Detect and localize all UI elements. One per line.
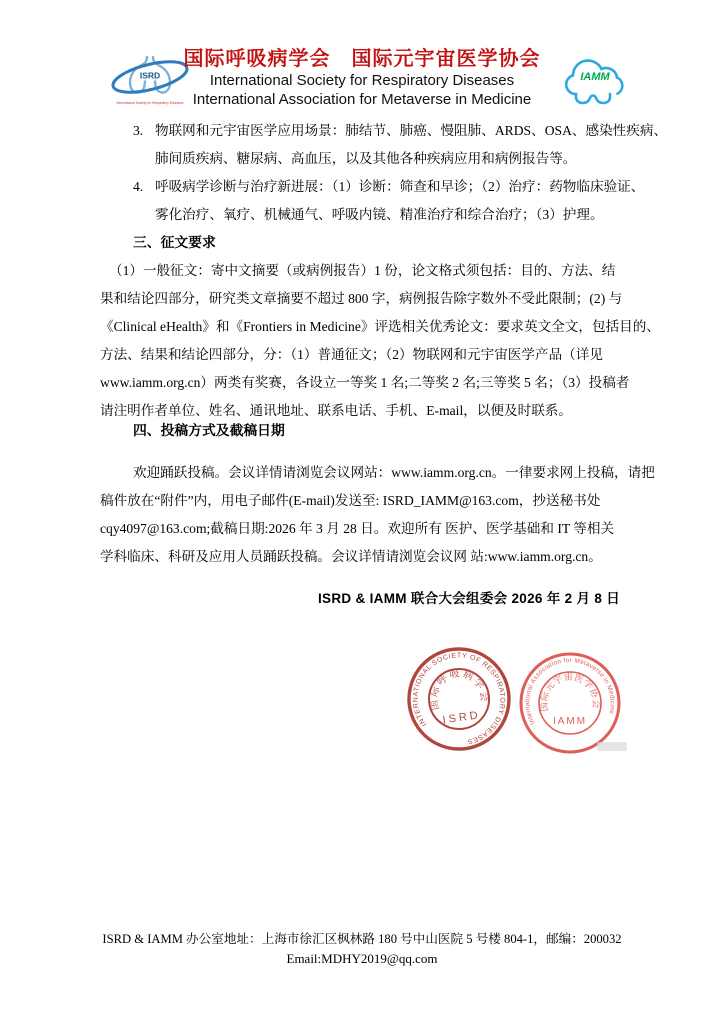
title-chinese: 国际呼吸病学会 国际元宇宙医学协会 bbox=[183, 48, 541, 70]
list-item-3-cont bbox=[100, 145, 624, 173]
paragraph-line: 果和结论四部分，研究类文章摘要不超过 800 字，病例报告除字数外不受此限制；(2) 与 bbox=[100, 291, 623, 306]
footer-address: ISRD & IAMM 办公室地址：上海市徐汇区枫林路 180 号中山医院 5 号楼 804-1，邮编：200032 bbox=[102, 932, 622, 946]
stamp-outer-text: INTERNATIONAL SOCIETY OF RESPIRATORY DISEASES bbox=[412, 652, 506, 745]
footer-email: Email:MDHY2019@qq.com bbox=[286, 951, 438, 966]
document-header bbox=[150, 46, 574, 109]
list-number: 4. bbox=[133, 179, 144, 194]
section-heading-4: 四、投稿方式及截稿日期 bbox=[133, 423, 285, 438]
list-item-4 bbox=[100, 173, 645, 201]
paragraph-line: 方法、结果和结论四部分，分：（1）普通征文；（2）物联网和元宇宙医学产品（详见 bbox=[100, 347, 603, 362]
image-watermark bbox=[597, 742, 627, 751]
list-number-spacer bbox=[133, 145, 155, 173]
vr-goggles-icon bbox=[576, 94, 610, 103]
list-item-4-cont bbox=[100, 201, 624, 229]
stamp-chinese-arc-text: 国际呼吸病学会 bbox=[428, 668, 490, 712]
iamm-stamp-icon bbox=[517, 650, 623, 756]
paragraph-line: 《Clinical eHealth》和《Frontiers in Medicine》评选相关优秀论文：要求英文全文，包括目的、 bbox=[100, 319, 660, 334]
document-footer bbox=[0, 929, 724, 969]
subtitle-english-2: International Association for Metaverse in Medicine bbox=[192, 90, 532, 108]
list-item-text: 呼吸病学诊断与治疗新进展：（1）诊断：筛查和早诊；（2）治疗：药物临床验证、 bbox=[155, 179, 645, 194]
list-number-spacer bbox=[133, 201, 155, 229]
list-item-text: 雾化治疗、氧疗、机械通气、呼吸内镜、精准治疗和综合治疗；（3）护理。 bbox=[155, 207, 604, 222]
paragraph-line: （1）一般征文：寄中文摘要（或病例报告）1 份，论文格式须包括：目的、方法、结 bbox=[109, 263, 616, 278]
paragraph-line: 请注明作者单位、姓名、通讯地址、联系电话、手机、E-mail，以便及时联系。 bbox=[100, 403, 572, 418]
stamp-center-text: ISRD bbox=[441, 709, 482, 727]
paragraph-line: 稿件放在“附件”内，用电子邮件(E-mail)发送至: ISRD_IAMM@163.com，抄送秘书处 bbox=[100, 493, 601, 508]
paragraph-line: cqy4097@163.com;截稿日期:2026 年 3 月 28 日。欢迎所有 医护、医学基础和 IT 等相关 bbox=[100, 521, 615, 536]
isrd-logo-text: ISRD bbox=[139, 70, 161, 81]
iamm-logo-icon bbox=[556, 54, 630, 114]
stamp-outer-ring bbox=[521, 654, 619, 752]
paragraph-line: www.iamm.org.cn）两类有奖赛，各设立一等奖 1 名;二等奖 2 名;三等奖 5 名；（3）投稿者 bbox=[100, 375, 630, 390]
paragraph-line: 学科临床、科研及应用人员踊跃投稿。会议详情请浏览会议网 站:www.iamm.org.cn。 bbox=[100, 549, 602, 564]
iamm-logo bbox=[556, 54, 630, 114]
isrd-logo-caption: International Society for Respiratory Diseases bbox=[116, 101, 184, 105]
signature-line: ISRD & IAMM 联合大会组委会 2026 年 2 月 8 日 bbox=[318, 591, 620, 606]
stamp-outer-text: International Association for Metaverse in Medicine bbox=[524, 657, 616, 726]
document-body bbox=[100, 117, 668, 613]
iamm-stamp bbox=[517, 650, 623, 756]
paragraph-line: 欢迎踊跃投稿。会议详情请浏览会议网站：www.iamm.org.cn。一律要求网上投稿，请把 bbox=[133, 465, 655, 480]
stamp-center-text: IAMM bbox=[552, 716, 588, 727]
list-number: 3. bbox=[133, 123, 144, 138]
isrd-stamp-icon bbox=[405, 645, 513, 753]
isrd-stamp bbox=[405, 645, 513, 753]
section-heading-3: 三、征文要求 bbox=[133, 235, 216, 250]
list-item-text: 肺间质疾病、糖尿病、高血压，以及其他各种疾病应用和病例报告等。 bbox=[155, 151, 577, 166]
stamp-chinese-arc-text: 国际元宇宙医学协会 bbox=[538, 671, 602, 713]
stamp-outer-ring bbox=[405, 645, 513, 753]
iamm-logo-text: IAMM bbox=[580, 71, 610, 83]
list-item-text: 物联网和元宇宙医学应用场景：肺结节、肺癌、慢阻肺、ARDS、OSA、感染性疾病、 bbox=[155, 123, 668, 138]
subtitle-english-1: International Society for Respiratory Diseases bbox=[209, 72, 515, 89]
list-item-3 bbox=[100, 117, 668, 145]
